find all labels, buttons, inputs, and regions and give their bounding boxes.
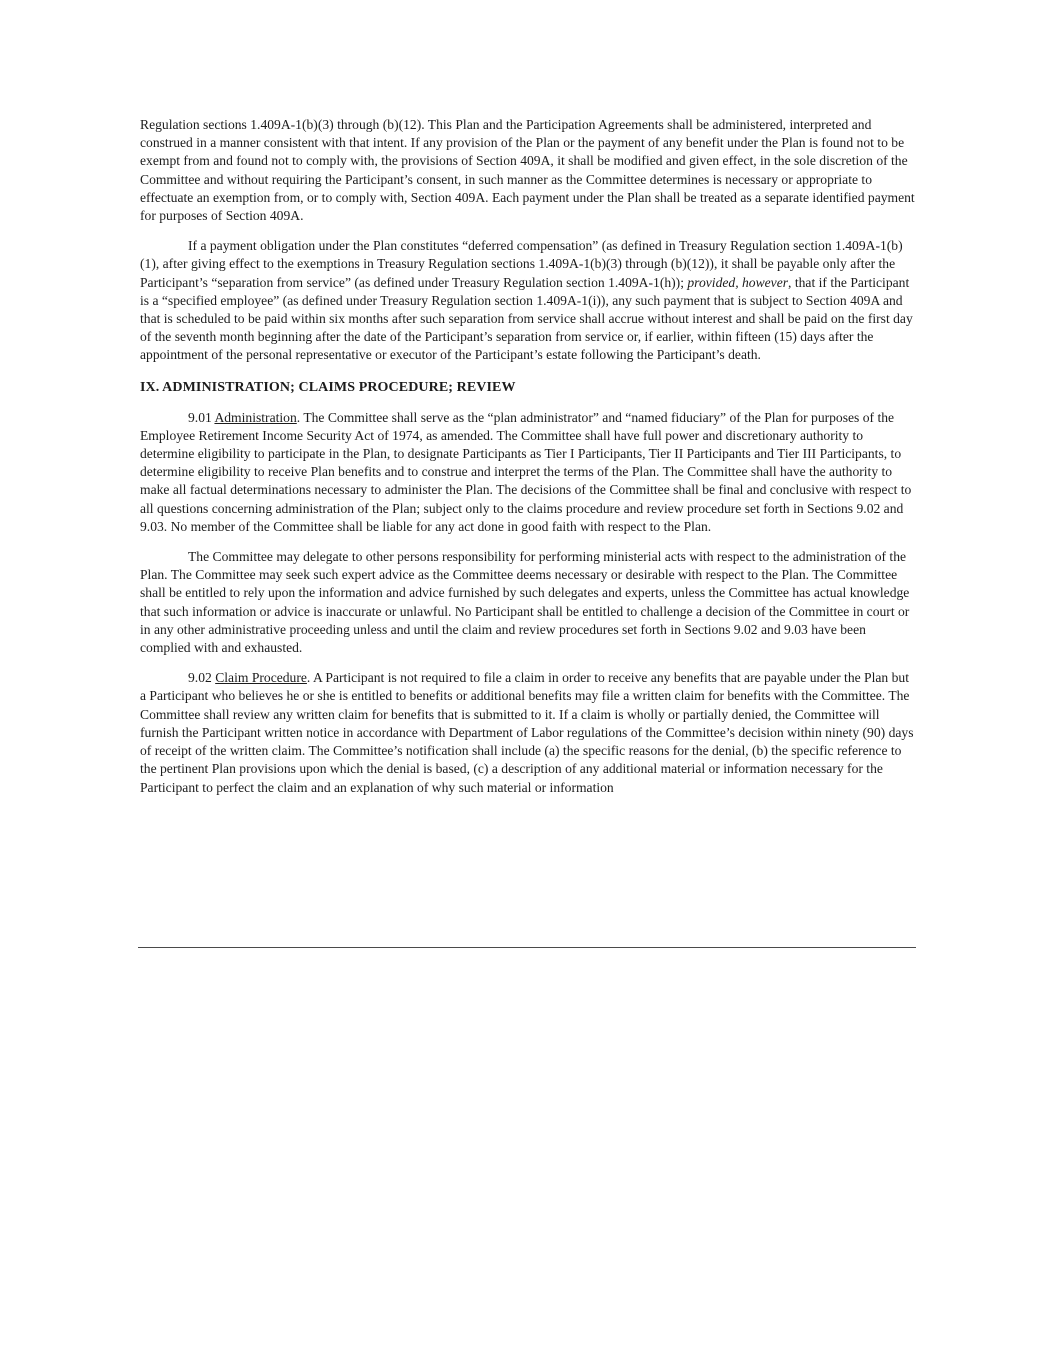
section-heading-administration: IX. ADMINISTRATION; CLAIMS PROCEDURE; REVIEW — [140, 379, 516, 395]
section-title-administration: Administration — [214, 409, 297, 425]
section-title-claim-procedure: Claim Procedure — [215, 670, 307, 686]
section-number-9-01: 9.01 — [188, 409, 215, 425]
paragraph-delegation: The Committee may delegate to other persons responsibility for performing ministerial acts with respect to the administration of the Plan. The Committee may seek such expert advice as the Committee deems necessary or desirable with respect to the Plan. The Committee shall be entitled to rely upon the information and advice furnished by such delegates and experts, unless the Committee has actual knowledge that such information or advice is inaccurate or unlawful. No Participant shall be entitled to challenge a decision of the Committee in court or in any other administrative proceeding unless and until the claim and review procedures set forth in Sections 9.02 and 9.03 have been complied with and exhausted. — [140, 549, 910, 656]
deferred-comp-text-a: If a payment obligation under the Plan constitutes “deferred compensation” (as defined in Treasury Regulation section 1.409A-1(b)(1), after giving effect to the exemptions in Treasury Regulation sections 1.409A-1(b)(3) through (b)(12)), it shall be payable only after the Participant’s “separation from service” (as defined under Treasury Regulation section 1.409A-1(h)); — [140, 238, 903, 290]
paragraph-9-01-administration — [140, 409, 916, 536]
section-number-9-02: 9.02 — [188, 670, 216, 686]
provided-however-italic: provided, however — [687, 274, 789, 290]
deferred-comp-text-b: , that if the Participant is a “specified employee” (as defined under Treasury Regulation section 1.409A-1(i)), any such payment that is subject to Section 409A and that is scheduled to be paid within six months after such separation from service shall accrue without interest and shall be paid on the first day of the seventh month beginning after the date of the Participant’s separation from service or, if earlier, within fifteen (15) days after the appointment of the personal representative or executor of the Participant’s estate following the Participant’s death. — [140, 274, 913, 363]
section-body-9-01: . The Committee shall serve as the “plan administrator” and “named fiduciary” of the Plan for purposes of the Employee Retirement Income Security Act of 1974, as amended. The Committee shall have full power and discretionary authority to determine eligibility to participate in the Plan, to designate Participants as Tier I Participants, Tier II Participants and Tier III Participants, to determine eligibility to receive Plan benefits and to construe and interpret the terms of the Plan. The Committee shall have the authority to make all factual determinations necessary to administer the Plan. The decisions of the Committee shall be final and conclusive with respect to all questions concerning administration of the Plan; subject only to the claims procedure and review procedure set forth in Sections 9.02 and 9.03. No member of the Committee shall be liable for any act done in good faith with respect to the Plan. — [140, 409, 912, 534]
paragraph-deferred-compensation — [140, 237, 916, 364]
document-page — [140, 116, 916, 809]
paragraph-9-02-claim-procedure — [140, 669, 916, 796]
paragraph-section-409a-compliance: Regulation sections 1.409A-1(b)(3) through (b)(12). This Plan and the Participation Agreements shall be administered, interpreted and construed in a manner consistent with that intent. If any provision of the Plan or the payment of any benefit under the Plan is found not to be exempt from and found not to comply with, the provisions of Section 409A, it shall be modified and given effect, in the sole discretion of the Committee and without requiring the Participant’s consent, in such manner as the Committee determines is necessary or appropriate to effectuate an exemption from, or to comply with, Section 409A. Each payment under the Plan shall be treated as a separate identified payment for purposes of Section 409A. — [140, 117, 915, 224]
section-body-9-02: . A Participant is not required to file a claim in order to receive any benefits that are payable under the Plan but a Participant who believes he or she is entitled to benefits or additional benefits may file a written claim for benefits with the Committee. The Committee shall review any written claim for benefits that is submitted to it. If a claim is wholly or partially denied, the Committee will furnish the Participant written notice in accordance with Department of Labor regulations of the Committee’s decision within ninety (90) days of receipt of the written claim. The Committee’s notification shall include (a) the specific reasons for the denial, (b) the specific reference to the pertinent Plan provisions upon which the denial is based, (c) a description of any additional material or information necessary for the Participant to perfect the claim and an explanation of why such material or information — [140, 670, 914, 795]
footer-rule — [138, 947, 916, 948]
